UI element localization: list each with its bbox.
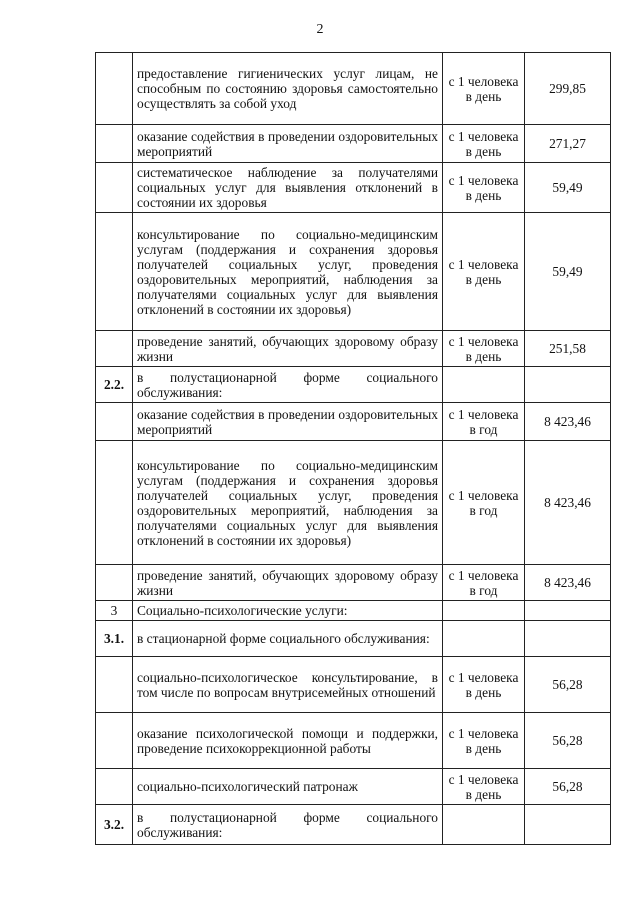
service-price — [525, 621, 611, 657]
row-number — [96, 213, 133, 331]
service-price: 251,58 — [525, 331, 611, 367]
service-unit — [443, 367, 525, 403]
row-number — [96, 53, 133, 125]
section-row — [96, 621, 611, 657]
service-price: 8 423,46 — [525, 441, 611, 565]
row-number: 3.2. — [96, 805, 133, 845]
service-unit — [443, 805, 525, 845]
row-number — [96, 331, 133, 367]
service-name: социально-психологический патронаж — [133, 769, 443, 805]
table-row — [96, 125, 611, 163]
service-unit: с 1 человека в день — [443, 213, 525, 331]
row-number: 2.2. — [96, 367, 133, 403]
service-unit: с 1 человека в год — [443, 441, 525, 565]
section-title: в полустационарной форме социального обслуживания: — [133, 367, 443, 403]
service-price: 56,28 — [525, 769, 611, 805]
service-name: социально-психологическое консультирование, в том числе по вопросам внутрисемейных отношений — [133, 657, 443, 713]
page-number: 2 — [316, 22, 324, 37]
row-number — [96, 565, 133, 601]
services-table — [95, 52, 611, 845]
service-unit: с 1 человека в день — [443, 657, 525, 713]
table-row — [96, 331, 611, 367]
table-row — [96, 53, 611, 125]
service-price: 59,49 — [525, 213, 611, 331]
table-row — [96, 657, 611, 713]
service-unit — [443, 601, 525, 621]
service-name: консультирование по социально-медицинским услугам (поддержания и сохранения здоровья получателей социальных услуг, проведения оздоровительных мероприятий, наблюдения за получателями социальных услуг для выявления отклонений в состоянии их здоровья) — [133, 213, 443, 331]
service-name: проведение занятий, обучающих здоровому образу жизни — [133, 331, 443, 367]
row-number — [96, 713, 133, 769]
service-unit: с 1 человека в день — [443, 125, 525, 163]
service-unit — [443, 621, 525, 657]
row-number — [96, 769, 133, 805]
service-price: 299,85 — [525, 53, 611, 125]
table-row — [96, 769, 611, 805]
service-unit: с 1 человека в день — [443, 713, 525, 769]
table-row — [96, 565, 611, 601]
service-price: 59,49 — [525, 163, 611, 213]
service-price: 56,28 — [525, 713, 611, 769]
table-row — [96, 441, 611, 565]
section-title: Социально-психологические услуги: — [133, 601, 443, 621]
service-price: 56,28 — [525, 657, 611, 713]
service-unit: с 1 человека в год — [443, 565, 525, 601]
row-number: 3.1. — [96, 621, 133, 657]
section-title: в полустационарной форме социального обслуживания: — [133, 805, 443, 845]
service-name: оказание содействия в проведении оздоровительных мероприятий — [133, 403, 443, 441]
service-price: 8 423,46 — [525, 403, 611, 441]
service-unit: с 1 человека в день — [443, 53, 525, 125]
service-price: 8 423,46 — [525, 565, 611, 601]
service-unit: с 1 человека в день — [443, 769, 525, 805]
service-name: предоставление гигиенических услуг лицам, не способным по состоянию здоровья самостоятельно осуществлять за собой уход — [133, 53, 443, 125]
service-price — [525, 367, 611, 403]
service-name: систематическое наблюдение за получателями социальных услуг для выявления отклонений в состоянии их здоровья — [133, 163, 443, 213]
table-row — [96, 163, 611, 213]
row-number — [96, 441, 133, 565]
row-number — [96, 403, 133, 441]
table-row — [96, 213, 611, 331]
service-name: оказание психологической помощи и поддержки, проведение психокоррекционной работы — [133, 713, 443, 769]
service-name: оказание содействия в проведении оздоровительных мероприятий — [133, 125, 443, 163]
row-number — [96, 125, 133, 163]
table-row — [96, 713, 611, 769]
section-row — [96, 367, 611, 403]
service-name: проведение занятий, обучающих здоровому образу жизни — [133, 565, 443, 601]
row-number: 3 — [96, 601, 133, 621]
service-price — [525, 601, 611, 621]
section-row — [96, 601, 611, 621]
row-number — [96, 163, 133, 213]
service-price — [525, 805, 611, 845]
table-row — [96, 403, 611, 441]
section-row — [96, 805, 611, 845]
service-price: 271,27 — [525, 125, 611, 163]
row-number — [96, 657, 133, 713]
service-unit: с 1 человека в год — [443, 403, 525, 441]
service-name: консультирование по социально-медицинским услугам (поддержания и сохранения здоровья получателей социальных услуг, проведения оздоровительных мероприятий, наблюдения за получателями социальных услуг для выявления отклонений в состоянии их здоровья) — [133, 441, 443, 565]
service-unit: с 1 человека в день — [443, 163, 525, 213]
section-title: в стационарной форме социального обслуживания: — [133, 621, 443, 657]
service-unit: с 1 человека в день — [443, 331, 525, 367]
